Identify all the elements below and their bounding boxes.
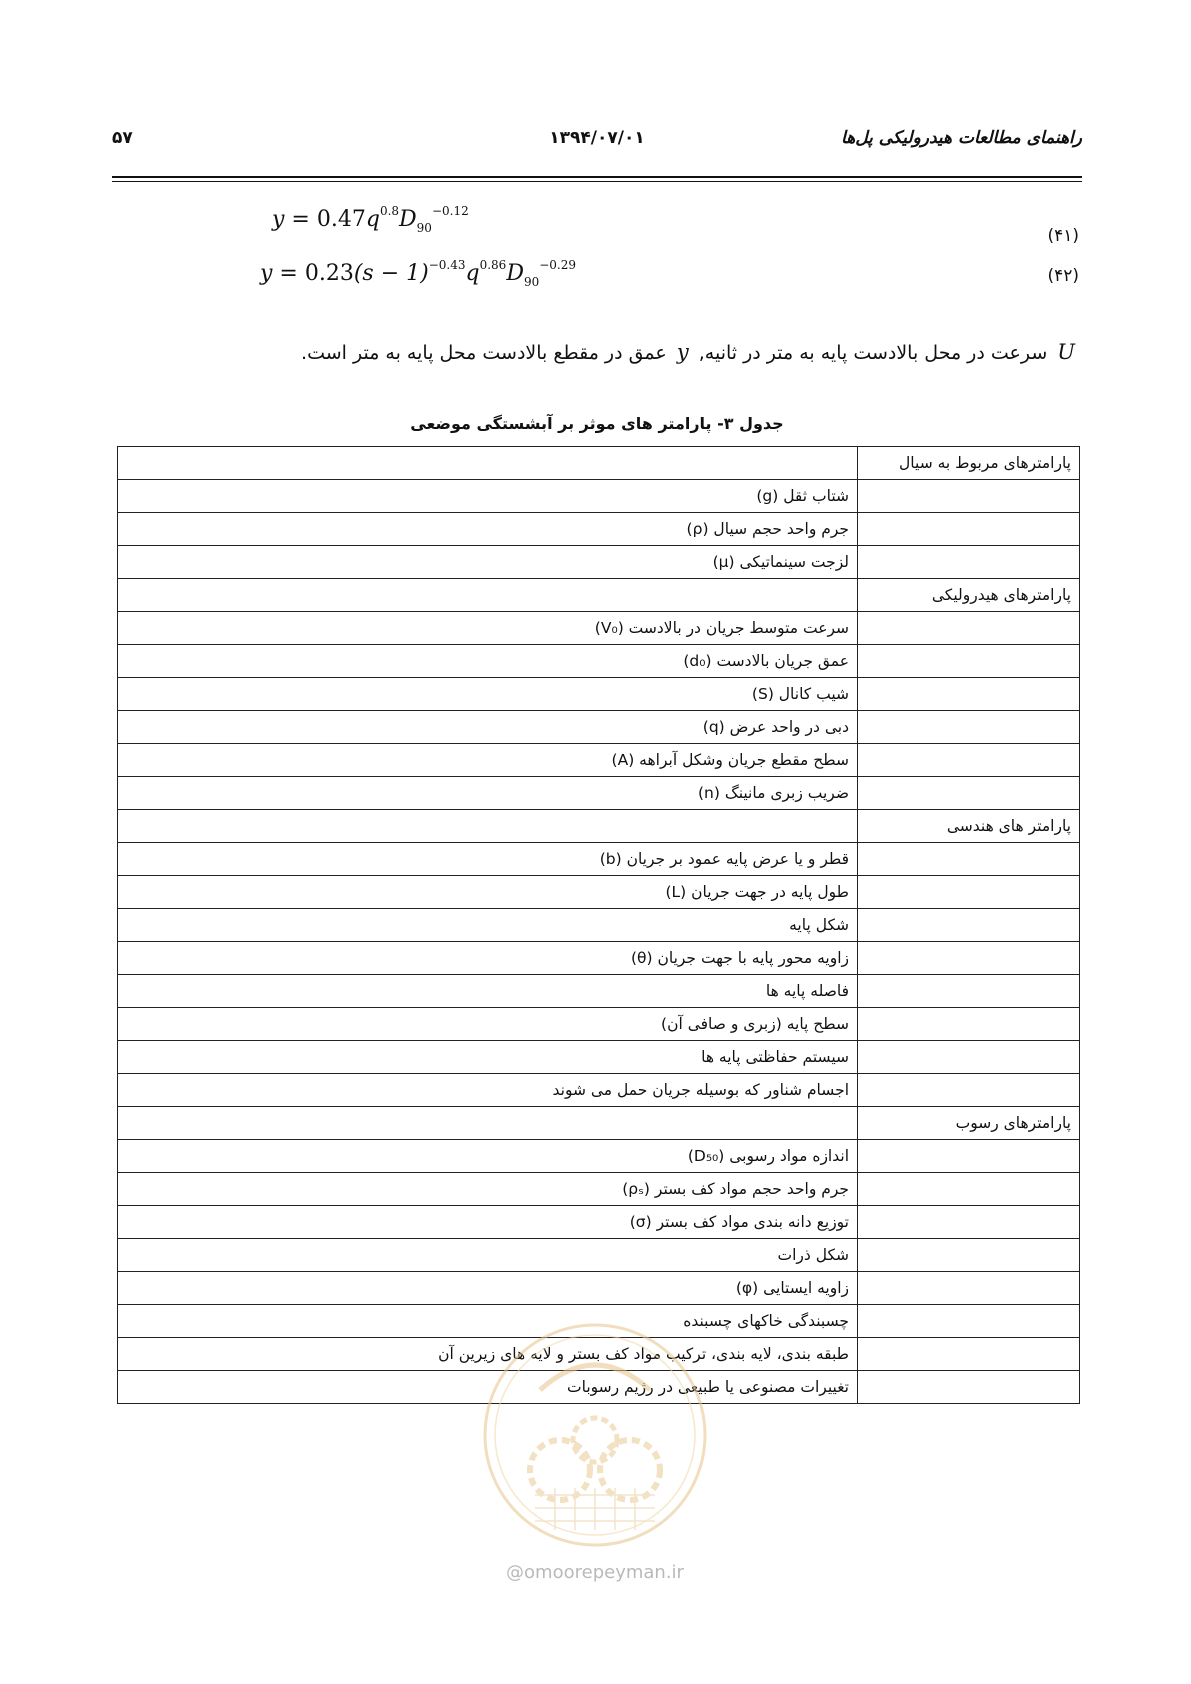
table-category-row bbox=[118, 1107, 1080, 1140]
equation-41-number: (۴۱) bbox=[1047, 226, 1079, 246]
eq42-d-exp: −0.29 bbox=[539, 258, 577, 272]
empty-cell bbox=[858, 1074, 1080, 1107]
equation-41: $y = 0.47q^{0.8}D_{90}^{-0.12}$ bbox=[272, 204, 469, 235]
empty-cell bbox=[858, 942, 1080, 975]
table-row bbox=[118, 1041, 1080, 1074]
parameter-cell: سیستم حفاظتی پایه ها bbox=[118, 1041, 858, 1074]
empty-cell bbox=[858, 645, 1080, 678]
parameter-cell: جرم واحد حجم مواد کف بستر (ρₛ) bbox=[118, 1173, 858, 1206]
empty-cell bbox=[858, 711, 1080, 744]
parameters-table-body bbox=[118, 447, 1080, 1404]
parameter-cell: فاصله پایه ها bbox=[118, 975, 858, 1008]
table-row bbox=[118, 1140, 1080, 1173]
empty-cell bbox=[858, 1173, 1080, 1206]
parameter-cell: ضریب زبری مانینگ (n) bbox=[118, 777, 858, 810]
empty-cell bbox=[858, 744, 1080, 777]
empty-cell bbox=[858, 546, 1080, 579]
parameter-cell: شتاب ثقل (g) bbox=[118, 480, 858, 513]
parameter-cell: توزیع دانه بندی مواد کف بستر (σ) bbox=[118, 1206, 858, 1239]
category-cell: پارامترهای هیدرولیکی bbox=[858, 579, 1080, 612]
parameter-cell: لزجت سینماتیکی (μ) bbox=[118, 546, 858, 579]
header-rule-thick bbox=[112, 176, 1082, 178]
table-row bbox=[118, 1008, 1080, 1041]
category-cell: پارامترهای مربوط به سیال bbox=[858, 447, 1080, 480]
table-category-row bbox=[118, 447, 1080, 480]
empty-cell bbox=[858, 975, 1080, 1008]
table-row bbox=[118, 513, 1080, 546]
seal-icon bbox=[480, 1320, 710, 1550]
table-row bbox=[118, 777, 1080, 810]
empty-cell bbox=[858, 1008, 1080, 1041]
category-cell: پارامتر های هندسی bbox=[858, 810, 1080, 843]
page-header bbox=[112, 128, 1082, 160]
watermark-site: @omoorepeyman.ir bbox=[506, 1562, 684, 1583]
category-cell: پارامترهای رسوب bbox=[858, 1107, 1080, 1140]
eq42-s-term: (s − 1) bbox=[353, 261, 429, 286]
empty-cell bbox=[118, 810, 858, 843]
definition-y: عمق در مقطع بالادست محل پایه به متر است. bbox=[301, 342, 667, 364]
parameter-cell: اندازه مواد رسوبی (D₅₀) bbox=[118, 1140, 858, 1173]
parameter-cell: چسبندگی خاکهای چسبنده bbox=[118, 1305, 858, 1338]
eq42-d-sub: 90 bbox=[523, 275, 540, 289]
parameter-cell: قطر و یا عرض پایه عمود بر جریان (b) bbox=[118, 843, 858, 876]
eq42-coef: 0.23 bbox=[304, 261, 354, 286]
parameter-cell: جرم واحد حجم سیال (ρ) bbox=[118, 513, 858, 546]
document-title: راهنمای مطالعات هیدرولیکی پل‌ها bbox=[841, 128, 1082, 148]
parameter-cell: طبقه بندی، لایه بندی، ترکیب مواد کف بستر و لایه های زیرین آن bbox=[118, 1338, 858, 1371]
table-row bbox=[118, 645, 1080, 678]
empty-cell bbox=[858, 1206, 1080, 1239]
parameter-cell: عمق جریان بالادست (d₀) bbox=[118, 645, 858, 678]
parameters-table bbox=[117, 446, 1080, 1404]
equation-42: $y = 0.23(s - 1)^{-0.43}q^{0.86}D_{90}^{-0.29}$ bbox=[260, 258, 577, 289]
table-row bbox=[118, 1173, 1080, 1206]
empty-cell bbox=[858, 678, 1080, 711]
table-row bbox=[118, 1206, 1080, 1239]
parameter-cell: شکل ذرات bbox=[118, 1239, 858, 1272]
table-caption: جدول ۳- پارامتر های موثر بر آبشستگی موضعی bbox=[410, 414, 784, 433]
eq41-coef: 0.47 bbox=[316, 207, 366, 232]
table-row bbox=[118, 876, 1080, 909]
parameter-cell: سرعت متوسط جریان در بالادست (V₀) bbox=[118, 612, 858, 645]
table-category-row bbox=[118, 579, 1080, 612]
header-rule-thin bbox=[112, 181, 1082, 182]
empty-cell bbox=[858, 480, 1080, 513]
eq42-q-exp: 0.86 bbox=[479, 258, 507, 272]
table-row bbox=[118, 1239, 1080, 1272]
parameter-cell: طول پایه در جهت جریان (L) bbox=[118, 876, 858, 909]
empty-cell bbox=[858, 777, 1080, 810]
empty-cell bbox=[858, 876, 1080, 909]
empty-cell bbox=[858, 843, 1080, 876]
table-row bbox=[118, 480, 1080, 513]
empty-cell bbox=[118, 579, 858, 612]
table-row bbox=[118, 744, 1080, 777]
parameter-cell: سطح پایه (زبری و صافی آن) bbox=[118, 1008, 858, 1041]
table-row bbox=[118, 942, 1080, 975]
empty-cell bbox=[858, 1041, 1080, 1074]
header-date: ۱۳۹۴/۰۷/۰۱ bbox=[549, 128, 645, 148]
parameter-cell: زاویه محور پایه با جهت جریان (θ) bbox=[118, 942, 858, 975]
parameter-cell: تغییرات مصنوعی یا طبیعی در رژیم رسوبات bbox=[118, 1371, 858, 1404]
parameter-cell: دبی در واحد عرض (q) bbox=[118, 711, 858, 744]
empty-cell bbox=[858, 1338, 1080, 1371]
empty-cell bbox=[858, 1272, 1080, 1305]
parameter-cell: شیب کانال (S) bbox=[118, 678, 858, 711]
definition-u: سرعت در محل بالادست پایه به متر در ثانیه, bbox=[698, 342, 1048, 364]
table-row bbox=[118, 612, 1080, 645]
eq42-lhs: y bbox=[260, 261, 273, 286]
eq42-s-exp: −0.43 bbox=[428, 258, 466, 272]
eq41-d-sub: 90 bbox=[416, 221, 432, 235]
empty-cell bbox=[858, 1239, 1080, 1272]
parameter-cell: اجسام شناور که بوسیله جریان حمل می شوند bbox=[118, 1074, 858, 1107]
empty-cell bbox=[858, 1371, 1080, 1404]
symbol-u: U bbox=[1057, 340, 1075, 364]
definition-paragraph bbox=[219, 340, 1079, 364]
empty-cell bbox=[118, 1107, 858, 1140]
eq41-lhs: y bbox=[272, 207, 285, 232]
equation-42-number: (۴۲) bbox=[1047, 266, 1079, 286]
table-row bbox=[118, 975, 1080, 1008]
table-row bbox=[118, 711, 1080, 744]
eq41-d-exp: −0.12 bbox=[431, 204, 469, 218]
empty-cell bbox=[858, 1140, 1080, 1173]
empty-cell bbox=[858, 513, 1080, 546]
page-number: ۵۷ bbox=[112, 128, 133, 148]
table-row bbox=[118, 1074, 1080, 1107]
table-row bbox=[118, 909, 1080, 942]
symbol-y: y bbox=[676, 340, 689, 364]
table-row bbox=[118, 1272, 1080, 1305]
table-row bbox=[118, 678, 1080, 711]
table-category-row bbox=[118, 810, 1080, 843]
empty-cell bbox=[858, 1305, 1080, 1338]
empty-cell bbox=[118, 447, 858, 480]
empty-cell bbox=[858, 909, 1080, 942]
parameter-cell: زاویه ایستایی (φ) bbox=[118, 1272, 858, 1305]
table-row bbox=[118, 546, 1080, 579]
parameter-cell: سطح مقطع جریان وشکل آبراهه (A) bbox=[118, 744, 858, 777]
eq41-q-exp: 0.8 bbox=[379, 204, 400, 218]
empty-cell bbox=[858, 612, 1080, 645]
table-row bbox=[118, 843, 1080, 876]
parameter-cell: شکل پایه bbox=[118, 909, 858, 942]
